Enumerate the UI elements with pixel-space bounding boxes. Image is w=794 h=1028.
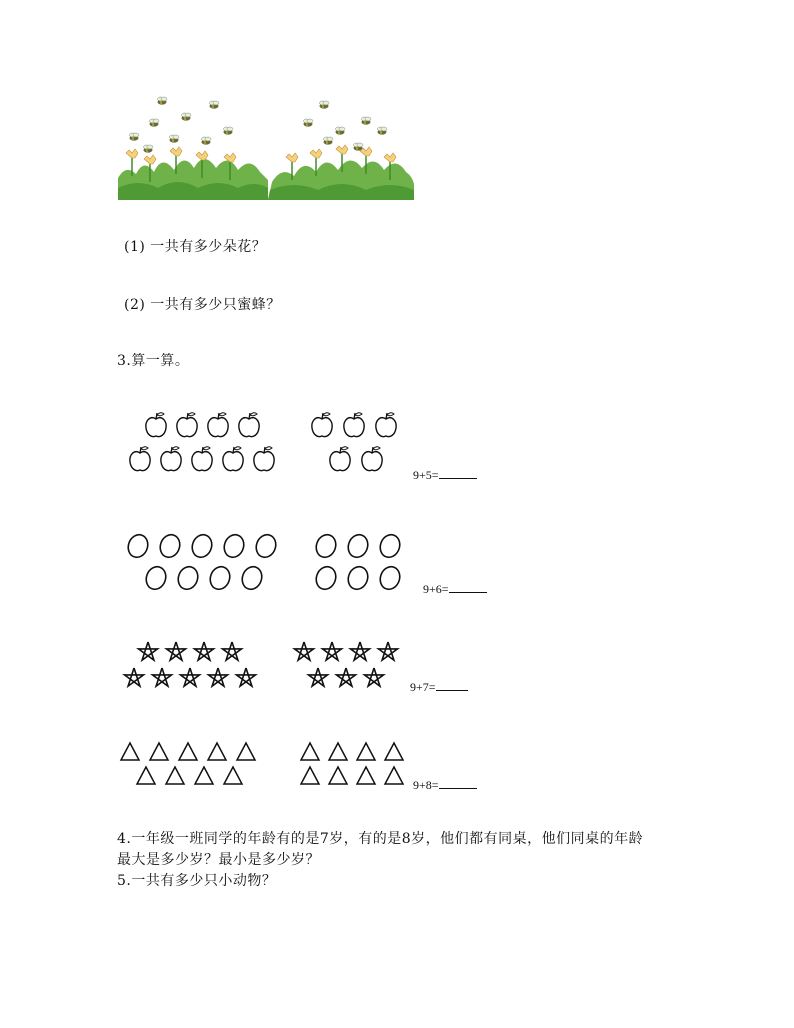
circle-icon	[345, 532, 371, 560]
star-icon	[337, 668, 356, 686]
triangle-icon	[385, 767, 403, 784]
star-icon	[237, 668, 256, 686]
triangle-icon	[166, 767, 184, 784]
triangle-icon	[137, 767, 155, 784]
triangle-icon	[150, 743, 168, 760]
circle-icon	[143, 564, 169, 592]
equation-row-3	[410, 680, 468, 695]
triangle-icon	[179, 743, 197, 760]
q2-sub2: (2) 一共有多少只蜜蜂？	[124, 297, 281, 313]
apple-icon	[330, 447, 350, 471]
answer-blank[interactable]	[449, 582, 487, 593]
star-icon	[139, 642, 158, 660]
star-group-right	[290, 638, 406, 692]
star-icon	[153, 668, 172, 686]
apple-icon	[192, 447, 212, 471]
apple-icon	[161, 447, 181, 471]
apple-icon	[239, 413, 259, 437]
answer-blank[interactable]	[439, 778, 477, 789]
star-icon	[223, 642, 242, 660]
apple-icon	[254, 447, 274, 471]
circle-icon	[221, 532, 247, 560]
apple-group-left	[126, 410, 276, 476]
apple-icon	[376, 413, 396, 437]
circle-icon	[313, 532, 339, 560]
star-icon	[167, 642, 186, 660]
circle-icon	[345, 564, 371, 592]
q4-line2: 最大是多少岁？最小是多少岁？	[117, 852, 320, 868]
circle-icon	[253, 532, 279, 560]
answer-blank[interactable]	[439, 468, 477, 479]
triangle-icon	[237, 743, 255, 760]
triangle-icon	[329, 743, 347, 760]
star-icon	[295, 642, 314, 660]
q5-text: 5.一共有多少只小动物？	[117, 873, 277, 889]
triangle-group-left	[118, 738, 258, 788]
apple-icon	[130, 447, 150, 471]
apple-icon	[362, 447, 382, 471]
equation-text: 9+8=	[413, 778, 439, 792]
equation-row-1	[413, 468, 477, 483]
answer-blank[interactable]	[436, 680, 468, 691]
circle-icon	[189, 532, 215, 560]
triangle-icon	[385, 743, 403, 760]
equation-row-2	[423, 582, 487, 597]
q2-sub1: (1) 一共有多少朵花？	[124, 239, 267, 255]
equation-text: 9+7=	[410, 680, 436, 694]
circle-icon	[175, 564, 201, 592]
triangle-icon	[195, 767, 213, 784]
circle-icon	[207, 564, 233, 592]
triangle-icon	[329, 767, 347, 784]
circle-icon	[377, 564, 403, 592]
star-icon	[379, 642, 398, 660]
circle-icon	[126, 532, 151, 560]
circle-icon	[239, 564, 265, 592]
star-icon	[125, 668, 144, 686]
triangle-icon	[357, 767, 375, 784]
flowers-bees-illustration	[118, 92, 416, 202]
q3-title: 3.算一算。	[117, 353, 190, 369]
triangle-icon	[121, 743, 139, 760]
equation-row-4	[413, 778, 477, 793]
apple-icon	[177, 413, 197, 437]
apple-group-right	[310, 410, 400, 476]
circle-group-right	[312, 530, 412, 596]
equation-text: 9+6=	[423, 582, 449, 596]
star-icon	[323, 642, 342, 660]
star-icon	[351, 642, 370, 660]
q4-line1: 4.一年级一班同学的年龄有的是7岁，有的是8岁，他们都有同桌，他们同桌的年龄	[117, 831, 644, 847]
star-icon	[309, 668, 328, 686]
triangle-group-right	[296, 738, 406, 788]
apple-icon	[146, 413, 166, 437]
triangle-icon	[301, 767, 319, 784]
apple-icon	[223, 447, 243, 471]
circle-group-left	[126, 530, 286, 596]
circle-icon	[157, 532, 183, 560]
apple-icon	[208, 413, 228, 437]
star-icon	[365, 668, 384, 686]
star-icon	[195, 642, 214, 660]
star-group-left	[120, 638, 260, 692]
triangle-icon	[224, 767, 242, 784]
triangle-icon	[208, 743, 226, 760]
star-icon	[181, 668, 200, 686]
triangle-icon	[357, 743, 375, 760]
circle-icon	[313, 564, 339, 592]
apple-icon	[344, 413, 364, 437]
equation-text: 9+5=	[413, 468, 439, 482]
triangle-icon	[301, 743, 319, 760]
apple-icon	[312, 413, 332, 437]
star-icon	[209, 668, 228, 686]
circle-icon	[377, 532, 403, 560]
